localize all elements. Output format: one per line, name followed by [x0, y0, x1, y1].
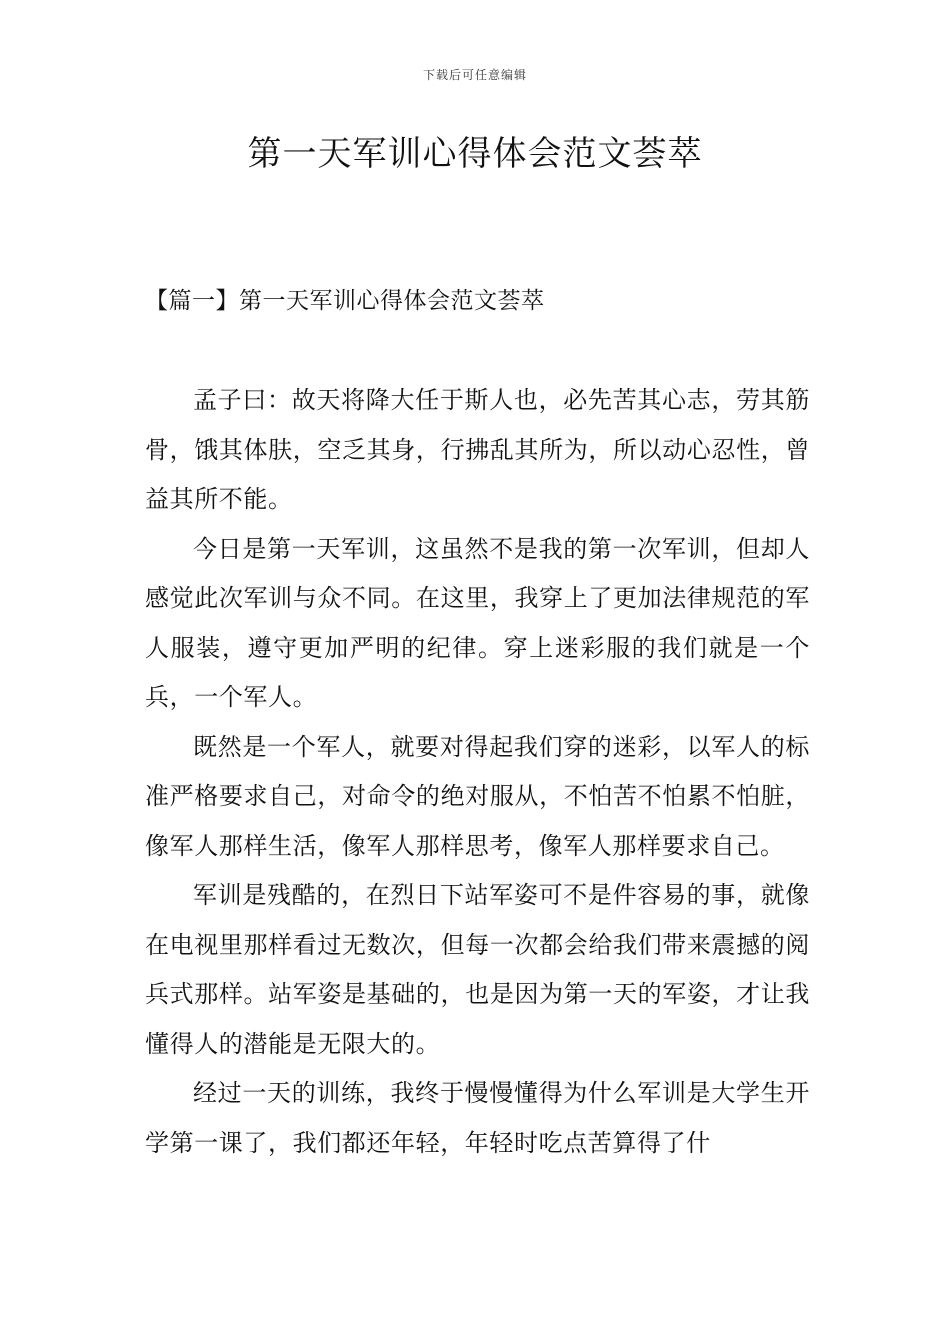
- section-heading: 【篇一】第一天军训心得体会范文荟萃: [145, 288, 545, 314]
- header-note: 下载后可任意编辑: [422, 68, 527, 82]
- paragraph: 孟子曰：故天将降大任于斯人也，必先苦其心志，劳其筋骨，饿其体肤，空乏其身，行拂乱其所为，所以动心忍性，曾益其所不能。: [145, 386, 810, 513]
- paragraph: 经过一天的训练，我终于慢慢懂得为什么军训是大学生开学第一课了，我们都还年轻，年轻时吃点苦算得了什: [145, 1079, 810, 1157]
- paragraph: 既然是一个军人，就要对得起我们穿的迷彩，以军人的标准严格要求自己，对命令的绝对服从，不怕苦不怕累不怕脏，像军人那样生活，像军人那样思考，像军人那样要求自己。: [145, 732, 810, 860]
- body-text: [145, 376, 810, 1168]
- paragraph: 今日是第一天军训，这虽然不是我的第一次军训，但却人感觉此次军训与众不同。在这里，我穿上了更加法律规范的军人服装，遵守更加严明的纪律。穿上迷彩服的我们就是一个兵，一个军人。: [145, 534, 810, 711]
- paragraph: 军训是残酷的，在烈日下站军姿可不是件容易的事，就像在电视里那样看过无数次，但每一次都会给我们带来震撼的阅兵式那样。站军姿是基础的，也是因为第一天的军姿，才让我懂得人的潜能是无限大的。: [145, 881, 810, 1058]
- document-title: 第一天军训心得体会范文荟萃: [247, 134, 703, 174]
